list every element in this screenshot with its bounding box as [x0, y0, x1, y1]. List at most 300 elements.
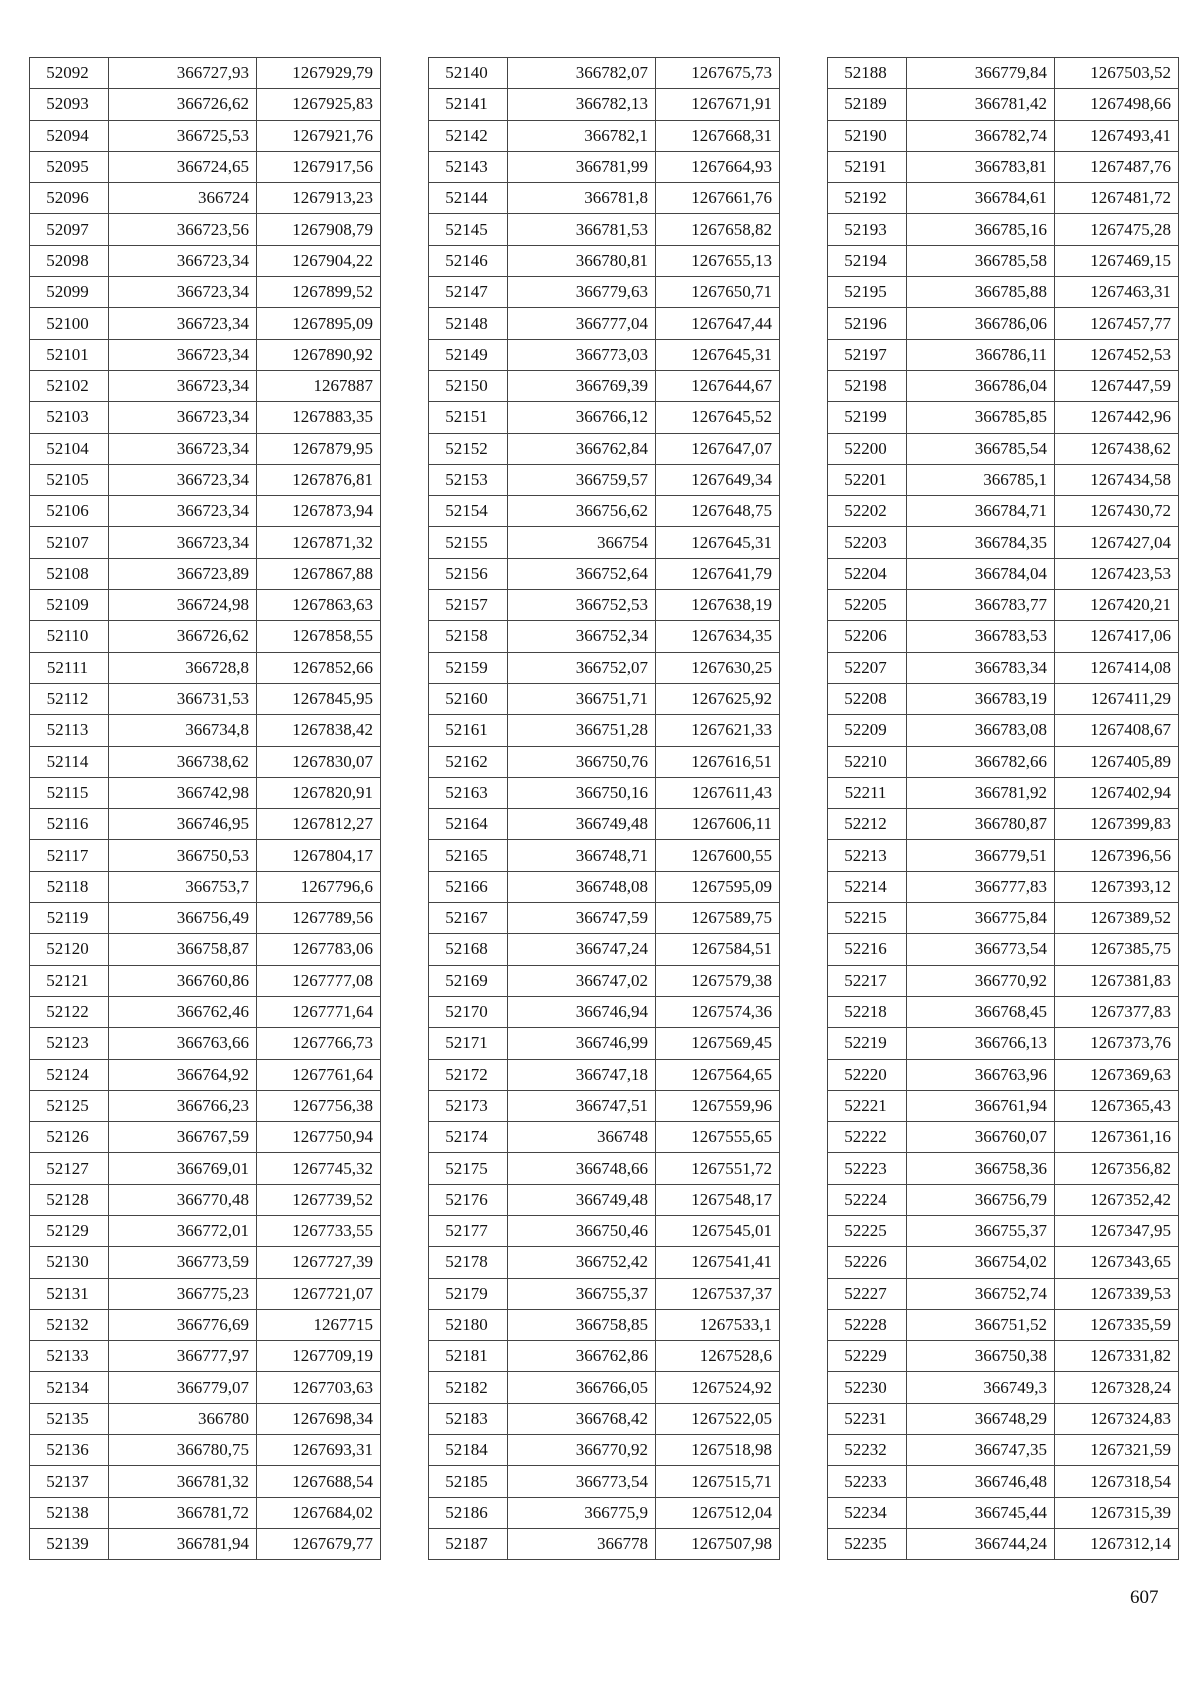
table-row [828, 871, 1179, 902]
x-coordinate-cell: 366781,53 [508, 214, 656, 245]
x-coordinate-cell: 366773,54 [508, 1466, 656, 1497]
x-coordinate-cell: 366723,34 [109, 464, 257, 495]
point-number-cell: 52181 [429, 1341, 508, 1372]
table-row [828, 1028, 1179, 1059]
point-number-cell: 52231 [828, 1403, 907, 1434]
coordinate-table-1 [29, 57, 381, 1560]
x-coordinate-cell: 366782,66 [907, 746, 1055, 777]
x-coordinate-cell: 366758,36 [907, 1153, 1055, 1184]
table-row [30, 1466, 381, 1497]
table-row [30, 777, 381, 808]
y-coordinate-cell: 1267389,52 [1055, 903, 1179, 934]
table-row [429, 308, 780, 339]
table-row [30, 621, 381, 652]
x-coordinate-cell: 366763,66 [109, 1028, 257, 1059]
table-row [30, 308, 381, 339]
y-coordinate-cell: 1267541,41 [656, 1247, 780, 1278]
point-number-cell: 52221 [828, 1090, 907, 1121]
x-coordinate-cell: 366779,63 [508, 277, 656, 308]
y-coordinate-cell: 1267312,14 [1055, 1528, 1179, 1559]
x-coordinate-cell: 366746,94 [508, 996, 656, 1027]
x-coordinate-cell: 366779,07 [109, 1372, 257, 1403]
x-coordinate-cell: 366752,42 [508, 1247, 656, 1278]
point-number-cell: 52183 [429, 1403, 508, 1434]
point-number-cell: 52149 [429, 339, 508, 370]
table-row [828, 433, 1179, 464]
point-number-cell: 52203 [828, 527, 907, 558]
x-coordinate-cell: 366756,62 [508, 496, 656, 527]
table-row [828, 1466, 1179, 1497]
table-row [429, 277, 780, 308]
point-number-cell: 52195 [828, 277, 907, 308]
point-number-cell: 52235 [828, 1528, 907, 1559]
x-coordinate-cell: 366750,46 [508, 1215, 656, 1246]
table-row [828, 1309, 1179, 1340]
point-number-cell: 52179 [429, 1278, 508, 1309]
x-coordinate-cell: 366770,48 [109, 1184, 257, 1215]
y-coordinate-cell: 1267647,07 [656, 433, 780, 464]
point-number-cell: 52136 [30, 1435, 109, 1466]
x-coordinate-cell: 366752,07 [508, 652, 656, 683]
x-coordinate-cell: 366745,44 [907, 1497, 1055, 1528]
y-coordinate-cell: 1267698,34 [257, 1403, 381, 1434]
x-coordinate-cell: 366785,85 [907, 402, 1055, 433]
table-row [828, 214, 1179, 245]
x-coordinate-cell: 366723,34 [109, 402, 257, 433]
y-coordinate-cell: 1267804,17 [257, 840, 381, 871]
x-coordinate-cell: 366778 [508, 1528, 656, 1559]
point-number-cell: 52139 [30, 1528, 109, 1559]
y-coordinate-cell: 1267452,53 [1055, 339, 1179, 370]
y-coordinate-cell: 1267761,64 [257, 1059, 381, 1090]
x-coordinate-cell: 366786,11 [907, 339, 1055, 370]
table-row [30, 1184, 381, 1215]
point-number-cell: 52111 [30, 652, 109, 683]
table-row [429, 214, 780, 245]
point-number-cell: 52118 [30, 871, 109, 902]
y-coordinate-cell: 1267634,35 [656, 621, 780, 652]
point-number-cell: 52097 [30, 214, 109, 245]
y-coordinate-cell: 1267879,95 [257, 433, 381, 464]
table-row [828, 1090, 1179, 1121]
x-coordinate-cell: 366766,05 [508, 1372, 656, 1403]
point-number-cell: 52153 [429, 464, 508, 495]
table-row [828, 339, 1179, 370]
point-number-cell: 52094 [30, 120, 109, 151]
y-coordinate-cell: 1267658,82 [656, 214, 780, 245]
point-number-cell: 52225 [828, 1215, 907, 1246]
point-number-cell: 52093 [30, 89, 109, 120]
x-coordinate-cell: 366785,1 [907, 464, 1055, 495]
y-coordinate-cell: 1267347,95 [1055, 1215, 1179, 1246]
table-row [828, 1278, 1179, 1309]
table-row [828, 1247, 1179, 1278]
x-coordinate-cell: 366726,62 [109, 89, 257, 120]
point-number-cell: 52152 [429, 433, 508, 464]
x-coordinate-cell: 366766,12 [508, 402, 656, 433]
y-coordinate-cell: 1267423,53 [1055, 558, 1179, 589]
y-coordinate-cell: 1267402,94 [1055, 777, 1179, 808]
y-coordinate-cell: 1267356,82 [1055, 1153, 1179, 1184]
y-coordinate-cell: 1267867,88 [257, 558, 381, 589]
x-coordinate-cell: 366750,76 [508, 746, 656, 777]
table-row [828, 277, 1179, 308]
y-coordinate-cell: 1267929,79 [257, 58, 381, 89]
x-coordinate-cell: 366747,51 [508, 1090, 656, 1121]
y-coordinate-cell: 1267385,75 [1055, 934, 1179, 965]
y-coordinate-cell: 1267524,92 [656, 1372, 780, 1403]
y-coordinate-cell: 1267641,79 [656, 558, 780, 589]
point-number-cell: 52205 [828, 590, 907, 621]
y-coordinate-cell: 1267420,21 [1055, 590, 1179, 621]
point-number-cell: 52101 [30, 339, 109, 370]
point-number-cell: 52127 [30, 1153, 109, 1184]
point-number-cell: 52178 [429, 1247, 508, 1278]
table-row [30, 402, 381, 433]
point-number-cell: 52155 [429, 527, 508, 558]
point-number-cell: 52098 [30, 245, 109, 276]
table-row [828, 1341, 1179, 1372]
point-number-cell: 52207 [828, 652, 907, 683]
y-coordinate-cell: 1267756,38 [257, 1090, 381, 1121]
y-coordinate-cell: 1267498,66 [1055, 89, 1179, 120]
table-row [30, 903, 381, 934]
y-coordinate-cell: 1267377,83 [1055, 996, 1179, 1027]
table-row [429, 746, 780, 777]
table-row [429, 433, 780, 464]
x-coordinate-cell: 366758,85 [508, 1309, 656, 1340]
table-row [429, 621, 780, 652]
table-row [429, 1278, 780, 1309]
table-row [429, 89, 780, 120]
y-coordinate-cell: 1267589,75 [656, 903, 780, 934]
y-coordinate-cell: 1267507,98 [656, 1528, 780, 1559]
y-coordinate-cell: 1267925,83 [257, 89, 381, 120]
point-number-cell: 52157 [429, 590, 508, 621]
point-number-cell: 52142 [429, 120, 508, 151]
point-number-cell: 52122 [30, 996, 109, 1027]
y-coordinate-cell: 1267727,39 [257, 1247, 381, 1278]
table-row [828, 245, 1179, 276]
table-row [828, 558, 1179, 589]
table-row [30, 965, 381, 996]
table-row [828, 308, 1179, 339]
y-coordinate-cell: 1267858,55 [257, 621, 381, 652]
table-row [30, 183, 381, 214]
x-coordinate-cell: 366773,54 [907, 934, 1055, 965]
x-coordinate-cell: 366756,49 [109, 903, 257, 934]
table-row [30, 89, 381, 120]
x-coordinate-cell: 366764,92 [109, 1059, 257, 1090]
point-number-cell: 52177 [429, 1215, 508, 1246]
y-coordinate-cell: 1267324,83 [1055, 1403, 1179, 1434]
x-coordinate-cell: 366747,59 [508, 903, 656, 934]
x-coordinate-cell: 366781,99 [508, 151, 656, 182]
table-row [429, 871, 780, 902]
y-coordinate-cell: 1267645,31 [656, 527, 780, 558]
x-coordinate-cell: 366777,83 [907, 871, 1055, 902]
table-row [30, 277, 381, 308]
x-coordinate-cell: 366775,23 [109, 1278, 257, 1309]
table-row [828, 402, 1179, 433]
table-row [429, 1403, 780, 1434]
point-number-cell: 52224 [828, 1184, 907, 1215]
point-number-cell: 52212 [828, 809, 907, 840]
table-row [429, 965, 780, 996]
table-row [30, 809, 381, 840]
point-number-cell: 52159 [429, 652, 508, 683]
point-number-cell: 52230 [828, 1372, 907, 1403]
point-number-cell: 52176 [429, 1184, 508, 1215]
table-row [30, 214, 381, 245]
y-coordinate-cell: 1267721,07 [257, 1278, 381, 1309]
x-coordinate-cell: 366747,24 [508, 934, 656, 965]
x-coordinate-cell: 366781,42 [907, 89, 1055, 120]
table-row [828, 1122, 1179, 1153]
y-coordinate-cell: 1267812,27 [257, 809, 381, 840]
table-row [429, 464, 780, 495]
table-row [30, 1309, 381, 1340]
y-coordinate-cell: 1267887 [257, 370, 381, 401]
table-row [429, 1309, 780, 1340]
point-number-cell: 52194 [828, 245, 907, 276]
point-number-cell: 52208 [828, 683, 907, 714]
table-row [30, 1215, 381, 1246]
table-row [828, 996, 1179, 1027]
x-coordinate-cell: 366777,04 [508, 308, 656, 339]
point-number-cell: 52189 [828, 89, 907, 120]
x-coordinate-cell: 366784,04 [907, 558, 1055, 589]
point-number-cell: 52158 [429, 621, 508, 652]
point-number-cell: 52182 [429, 1372, 508, 1403]
y-coordinate-cell: 1267569,45 [656, 1028, 780, 1059]
table-row [429, 1341, 780, 1372]
point-number-cell: 52229 [828, 1341, 907, 1372]
y-coordinate-cell: 1267873,94 [257, 496, 381, 527]
y-coordinate-cell: 1267688,54 [257, 1466, 381, 1497]
table-row [828, 590, 1179, 621]
point-number-cell: 52185 [429, 1466, 508, 1497]
x-coordinate-cell: 366760,07 [907, 1122, 1055, 1153]
point-number-cell: 52092 [30, 58, 109, 89]
page-number: 607 [1130, 1587, 1159, 1608]
x-coordinate-cell: 366725,53 [109, 120, 257, 151]
table-row [828, 840, 1179, 871]
point-number-cell: 52160 [429, 683, 508, 714]
y-coordinate-cell: 1267411,29 [1055, 683, 1179, 714]
table-row [429, 777, 780, 808]
x-coordinate-cell: 366749,48 [508, 809, 656, 840]
point-number-cell: 52119 [30, 903, 109, 934]
x-coordinate-cell: 366723,89 [109, 558, 257, 589]
point-number-cell: 52199 [828, 402, 907, 433]
y-coordinate-cell: 1267661,76 [656, 183, 780, 214]
y-coordinate-cell: 1267671,91 [656, 89, 780, 120]
x-coordinate-cell: 366767,59 [109, 1122, 257, 1153]
point-number-cell: 52120 [30, 934, 109, 965]
x-coordinate-cell: 366772,01 [109, 1215, 257, 1246]
point-number-cell: 52137 [30, 1466, 109, 1497]
x-coordinate-cell: 366783,34 [907, 652, 1055, 683]
point-number-cell: 52134 [30, 1372, 109, 1403]
x-coordinate-cell: 366753,7 [109, 871, 257, 902]
point-number-cell: 52112 [30, 683, 109, 714]
point-number-cell: 52210 [828, 746, 907, 777]
x-coordinate-cell: 366724 [109, 183, 257, 214]
point-number-cell: 52234 [828, 1497, 907, 1528]
x-coordinate-cell: 366755,37 [508, 1278, 656, 1309]
x-coordinate-cell: 366723,34 [109, 433, 257, 464]
x-coordinate-cell: 366748 [508, 1122, 656, 1153]
y-coordinate-cell: 1267365,43 [1055, 1090, 1179, 1121]
x-coordinate-cell: 366744,24 [907, 1528, 1055, 1559]
y-coordinate-cell: 1267352,42 [1055, 1184, 1179, 1215]
point-number-cell: 52193 [828, 214, 907, 245]
x-coordinate-cell: 366773,03 [508, 339, 656, 370]
y-coordinate-cell: 1267551,72 [656, 1153, 780, 1184]
x-coordinate-cell: 366783,81 [907, 151, 1055, 182]
y-coordinate-cell: 1267487,76 [1055, 151, 1179, 182]
point-number-cell: 52168 [429, 934, 508, 965]
table-row [30, 1122, 381, 1153]
x-coordinate-cell: 366769,01 [109, 1153, 257, 1184]
x-coordinate-cell: 366727,93 [109, 58, 257, 89]
y-coordinate-cell: 1267493,41 [1055, 120, 1179, 151]
point-number-cell: 52213 [828, 840, 907, 871]
table-row [30, 527, 381, 558]
point-number-cell: 52131 [30, 1278, 109, 1309]
x-coordinate-cell: 366746,99 [508, 1028, 656, 1059]
table-row [429, 120, 780, 151]
point-number-cell: 52171 [429, 1028, 508, 1059]
table-row [429, 1466, 780, 1497]
y-coordinate-cell: 1267537,37 [656, 1278, 780, 1309]
x-coordinate-cell: 366726,62 [109, 621, 257, 652]
y-coordinate-cell: 1267343,65 [1055, 1247, 1179, 1278]
y-coordinate-cell: 1267430,72 [1055, 496, 1179, 527]
y-coordinate-cell: 1267579,38 [656, 965, 780, 996]
point-number-cell: 52218 [828, 996, 907, 1027]
point-number-cell: 52132 [30, 1309, 109, 1340]
x-coordinate-cell: 366742,98 [109, 777, 257, 808]
x-coordinate-cell: 366785,58 [907, 245, 1055, 276]
y-coordinate-cell: 1267515,71 [656, 1466, 780, 1497]
x-coordinate-cell: 366747,02 [508, 965, 656, 996]
x-coordinate-cell: 366780,87 [907, 809, 1055, 840]
y-coordinate-cell: 1267396,56 [1055, 840, 1179, 871]
y-coordinate-cell: 1267503,52 [1055, 58, 1179, 89]
point-number-cell: 52172 [429, 1059, 508, 1090]
y-coordinate-cell: 1267863,63 [257, 590, 381, 621]
y-coordinate-cell: 1267650,71 [656, 277, 780, 308]
table-row [429, 1372, 780, 1403]
table-row [30, 1341, 381, 1372]
table-row [429, 245, 780, 276]
table-row [429, 1184, 780, 1215]
table-row [30, 245, 381, 276]
x-coordinate-cell: 366750,16 [508, 777, 656, 808]
table-row [828, 934, 1179, 965]
table-row [30, 715, 381, 746]
table-row [30, 1247, 381, 1278]
x-coordinate-cell: 366756,79 [907, 1184, 1055, 1215]
table-row [429, 840, 780, 871]
x-coordinate-cell: 366786,06 [907, 308, 1055, 339]
table-row [30, 370, 381, 401]
x-coordinate-cell: 366779,84 [907, 58, 1055, 89]
x-coordinate-cell: 366724,98 [109, 590, 257, 621]
y-coordinate-cell: 1267883,35 [257, 402, 381, 433]
point-number-cell: 52184 [429, 1435, 508, 1466]
y-coordinate-cell: 1267777,08 [257, 965, 381, 996]
y-coordinate-cell: 1267820,91 [257, 777, 381, 808]
table-row [30, 840, 381, 871]
point-number-cell: 52106 [30, 496, 109, 527]
point-number-cell: 52146 [429, 245, 508, 276]
table-row [828, 370, 1179, 401]
table-row [30, 1435, 381, 1466]
x-coordinate-cell: 366758,87 [109, 934, 257, 965]
point-number-cell: 52162 [429, 746, 508, 777]
y-coordinate-cell: 1267606,11 [656, 809, 780, 840]
y-coordinate-cell: 1267595,09 [656, 871, 780, 902]
x-coordinate-cell: 366749,48 [508, 1184, 656, 1215]
table-row [429, 715, 780, 746]
y-coordinate-cell: 1267648,75 [656, 496, 780, 527]
table-row [828, 777, 1179, 808]
y-coordinate-cell: 1267381,83 [1055, 965, 1179, 996]
table-row [30, 1497, 381, 1528]
point-number-cell: 52130 [30, 1247, 109, 1278]
y-coordinate-cell: 1267417,06 [1055, 621, 1179, 652]
table-row [429, 339, 780, 370]
table-row [828, 1372, 1179, 1403]
x-coordinate-cell: 366785,16 [907, 214, 1055, 245]
y-coordinate-cell: 1267469,15 [1055, 245, 1179, 276]
y-coordinate-cell: 1267838,42 [257, 715, 381, 746]
y-coordinate-cell: 1267655,13 [656, 245, 780, 276]
x-coordinate-cell: 366781,72 [109, 1497, 257, 1528]
point-number-cell: 52170 [429, 996, 508, 1027]
y-coordinate-cell: 1267913,23 [257, 183, 381, 214]
point-number-cell: 52096 [30, 183, 109, 214]
point-number-cell: 52187 [429, 1528, 508, 1559]
x-coordinate-cell: 366724,65 [109, 151, 257, 182]
point-number-cell: 52135 [30, 1403, 109, 1434]
table-row [828, 683, 1179, 714]
y-coordinate-cell: 1267438,62 [1055, 433, 1179, 464]
point-number-cell: 52129 [30, 1215, 109, 1246]
x-coordinate-cell: 366754,02 [907, 1247, 1055, 1278]
table-row [30, 934, 381, 965]
table-row [429, 1528, 780, 1559]
x-coordinate-cell: 366746,48 [907, 1466, 1055, 1497]
table-row [429, 558, 780, 589]
y-coordinate-cell: 1267890,92 [257, 339, 381, 370]
y-coordinate-cell: 1267625,92 [656, 683, 780, 714]
y-coordinate-cell: 1267739,52 [257, 1184, 381, 1215]
table-row [30, 496, 381, 527]
point-number-cell: 52200 [828, 433, 907, 464]
y-coordinate-cell: 1267715 [257, 1309, 381, 1340]
table-row [828, 527, 1179, 558]
point-number-cell: 52223 [828, 1153, 907, 1184]
x-coordinate-cell: 366723,34 [109, 527, 257, 558]
point-number-cell: 52166 [429, 871, 508, 902]
y-coordinate-cell: 1267522,05 [656, 1403, 780, 1434]
point-number-cell: 52169 [429, 965, 508, 996]
y-coordinate-cell: 1267528,6 [656, 1341, 780, 1372]
